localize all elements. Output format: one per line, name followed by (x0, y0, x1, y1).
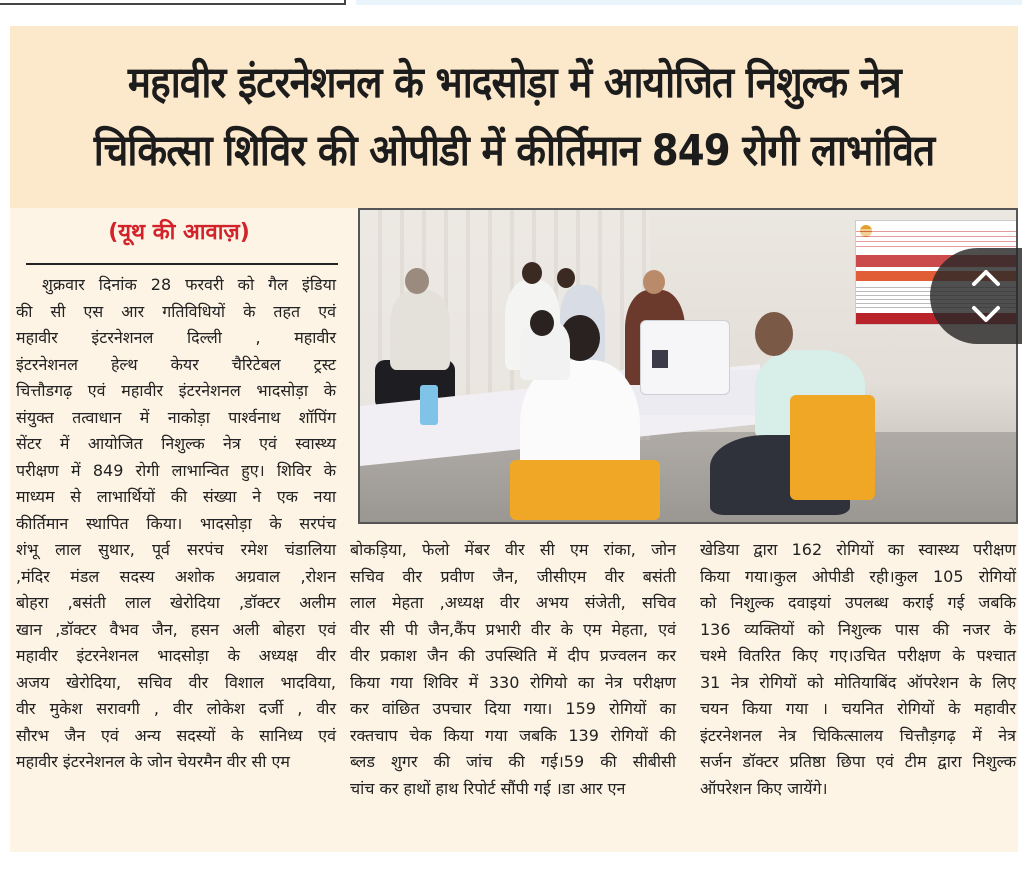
article-text-line: अजय खेरोदिया, सचिव वीर विशाल भादविया, (16, 672, 336, 692)
article-text-line: 136 व्यक्तियों को निशुल्क पास की नजर के (700, 619, 1016, 639)
article-text-line: सौरभ जैन एवं अन्य सदस्यों के सानिध्य एवं (16, 725, 336, 745)
article-text-line: सर्जन डॉक्टर प्रतिष्ठा छिपा एवं टीम द्वारा निशुल्क (700, 752, 1016, 771)
article-text-line: बोकड़िया, फेलो मेंबर वीर सी एम रांका, जोन (350, 540, 676, 559)
article-text-line: शुक्रवार दिनांक 28 फरवरी को गैल इंडिया (42, 275, 336, 294)
byline-divider (26, 263, 338, 265)
chevron-up-icon (971, 268, 1001, 288)
article-text-line: खेडिया द्वारा 162 रोगियों का स्वास्थ्य परीक्षण (700, 540, 1016, 559)
article-text-line: चांच कर हाथों हाथ रिपोर्ट सौंपी गई ।डा आर एन (350, 778, 626, 798)
article-photo (358, 208, 1018, 524)
article-column-3 (700, 537, 1016, 802)
article-text-line: महावीर इंटरनेशनल के जोन चेयरमैन वीर सी एम (16, 752, 290, 771)
photo-person-elder (390, 290, 450, 370)
article-text-line: महावीर इंटरनेशनल दिल्ली , महावीर (16, 328, 336, 347)
photo-head (643, 270, 665, 294)
article-text-line: इंटरनेशनल नेत्र चिकित्सालय चित्तौड़गढ़ में नेत्र (700, 725, 1016, 745)
article-text-line: को निशुल्क दवाइयां उपलब्ध कराई गई जबकि (700, 593, 1016, 612)
photo-eye-machine-screen (652, 350, 668, 368)
article-text-line: किया गया।कुल ओपीडी रही।कुल 105 रोगियों (700, 566, 1016, 586)
article-text-line: परीक्षण में 849 रोगी लाभान्वित हुए। शिविर के (16, 460, 336, 480)
article-text-line: रक्तचाप चेक किया गया जबकि 139 रोगियों की (350, 725, 676, 745)
article-text-line: ब्लड शुगर की जांच की गई।59 की सीबीसी (350, 752, 676, 771)
byline: (यूथ की आवाज़) (108, 220, 250, 245)
photo-head (755, 312, 793, 356)
scroll-down-button[interactable] (968, 299, 1004, 329)
headline-line-1: महावीर इंटरनेशनल के भादसोड़ा में आयोजित निशुल्क नेत्र (127, 58, 901, 108)
article-text-line: कीर्तिमान स्थापित किया। भादसोड़ा के सरपंच (16, 513, 336, 533)
article-text-line: संयुक्त तत्वाधान में नाकोड़ा पार्श्वनाथ शॉपिंग (16, 407, 336, 427)
article-text-line: की सी एस आर गतिविधियों के तहत एवं (16, 301, 336, 321)
photo-sanitizer-bottle (420, 385, 438, 425)
newspaper-clipping (10, 26, 1018, 852)
article-text-line: चश्मे वितरित किए गए।उचित परीक्षण के पश्चात (700, 646, 1016, 665)
article-text-line: महावीर इंटरनेशनल भादसोड़ा के अध्यक्ष वीर (16, 646, 336, 665)
article-text-line: लाल मेहता ,अध्यक्ष वीर अभय संजेती, सचिव (350, 593, 676, 612)
top-bar-strip (356, 0, 1022, 5)
article-text-line: किया गया शिविर में 330 रोगियो का नेत्र परीक्षण (350, 672, 676, 692)
article-text-line: ऑपरेशन किए जायेंगे। (700, 778, 828, 798)
article-column-1 (16, 272, 336, 776)
photo-head (522, 262, 542, 284)
scroll-up-button[interactable] (968, 263, 1004, 293)
article-text-line: माध्यम से लाभार्थियों की संख्या ने एक नया (16, 487, 336, 506)
article-text-line: वीर सी पी जैन,कैंप प्रभारी वीर के एम मेहता, एवं (350, 619, 676, 639)
article-text-line: चयन किया गया । चयनित रोगियों के महावीर (700, 699, 1016, 718)
article-text-line: 31 नेत्र रोगियों को मोतियाबिंद ऑपरेशन के लिए (700, 672, 1016, 692)
page-scroll-control[interactable] (930, 248, 1022, 344)
article-text-line: शंभू लाल सुथार, पूर्व सरपंच रमेश चंडालिया (16, 540, 336, 559)
article-text-line: खान ,डॉक्टर वैभव जैन, हसन अली बोहरा एवं (16, 619, 336, 639)
article-text-line: बोहरा ,बसंती लाल खेरोदिया ,डॉक्टर अलीम (16, 593, 336, 612)
article-text-line: सचिव वीर प्रवीण जैन, जीसीएम वीर बसंती (350, 566, 676, 586)
article-text-line: चित्तौडगढ़ एवं महावीर इंटरनेशनल भादसोड़ा के (16, 381, 336, 400)
article-text-line: ,मंदिर मंडल सदस्य अशोक अग्रवाल ,रोशन (16, 566, 336, 586)
top-frame-edge (0, 0, 346, 5)
photo-chair (790, 395, 875, 500)
headline-line-2: चिकित्सा शिविर की ओपीडी में कीर्तिमान 849 रोगी लाभांवित (93, 126, 935, 176)
article-text-line: इंटरनेशनल हेल्थ केयर चैरिटेबल ट्रस्ट (16, 354, 336, 374)
article-text-line: कर वांछित उपचार दिया गया। 159 रोगियों का (350, 699, 676, 718)
article-column-2 (350, 537, 676, 802)
chevron-down-icon (971, 304, 1001, 324)
photo-head (405, 268, 429, 294)
photo-chair (510, 460, 660, 520)
article-text-line: सेंटर में आयोजित निशुल्क नेत्र एवं स्वास्थ्य (16, 434, 336, 453)
photo-head (557, 268, 575, 288)
headline-block (10, 26, 1018, 208)
article-text-line: वीर प्रकाश जैन की उपस्थिति में दीप प्रज्वलन कर (350, 646, 676, 665)
article-text-line: वीर मुकेश सरावगी , वीर लोकेश दर्जी , वीर (16, 699, 336, 718)
photo-head (530, 310, 554, 336)
